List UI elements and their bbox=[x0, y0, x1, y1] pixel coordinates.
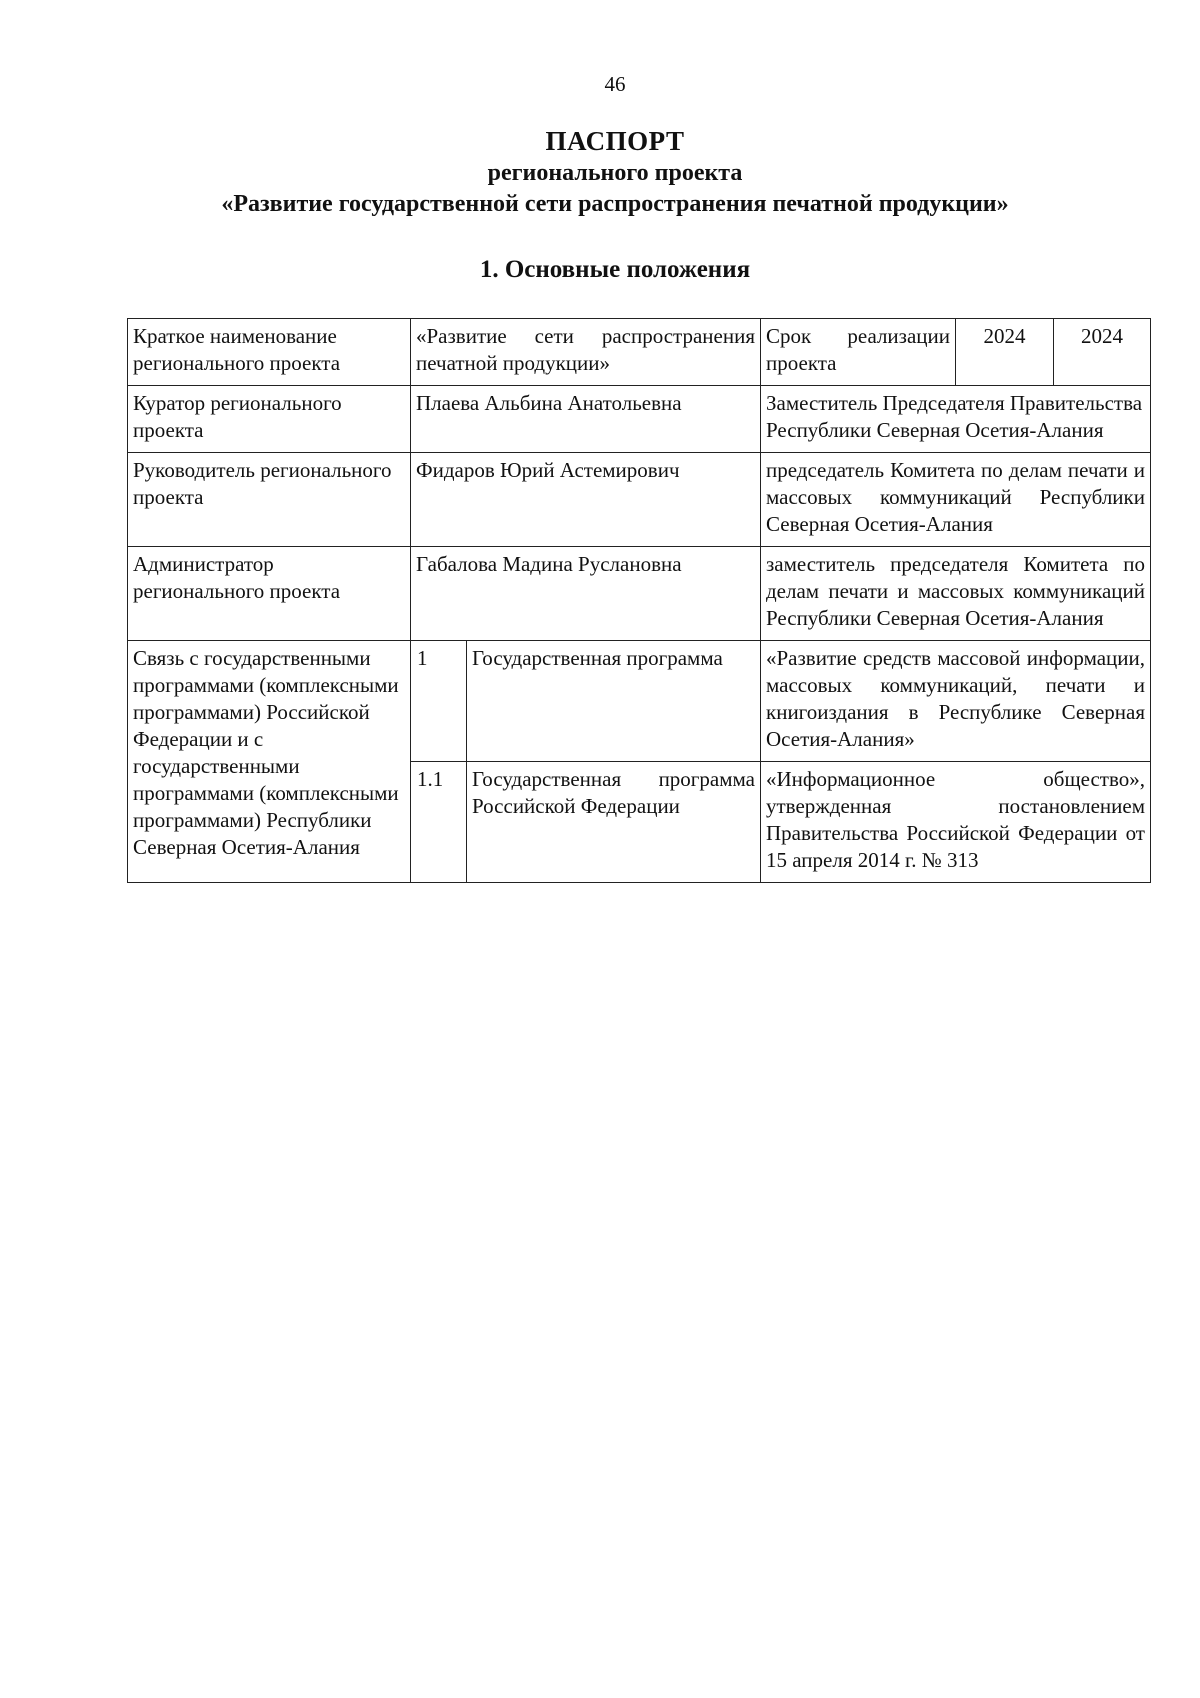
program-name: «Информационное общество», утвержденная постановлением Правительства Российской Федерации от 15 апреля 2014 г. № 313 bbox=[761, 762, 1151, 883]
document-subtitle-line-2: «Развитие государственной сети распространения печатной продукции» bbox=[221, 191, 1009, 217]
table-row-short-name bbox=[128, 319, 1151, 386]
program-type: Государственная программа Российской Федерации bbox=[467, 762, 761, 883]
head-position: председатель Комитета по делам печати и массовых коммуникаций Республики Северная Осетия-Алания bbox=[761, 453, 1151, 547]
administrator-name: Габалова Мадина Руслановна bbox=[411, 547, 761, 641]
curator-position: Заместитель Председателя Правительства Республики Северная Осетия-Алания bbox=[761, 386, 1151, 453]
term-start: 2024 bbox=[956, 319, 1054, 386]
table-row-administrator bbox=[128, 547, 1151, 641]
document-title: ПАСПОРТ bbox=[545, 126, 685, 156]
table-row-curator bbox=[128, 386, 1151, 453]
page-number: 46 bbox=[604, 72, 626, 96]
curator-label: Куратор регионального проекта bbox=[128, 386, 411, 453]
section-heading: 1. Основные положения bbox=[479, 256, 751, 283]
document-title-block bbox=[0, 124, 1200, 220]
table-row-head bbox=[128, 453, 1151, 547]
head-name: Фидаров Юрий Астемирович bbox=[411, 453, 761, 547]
passport-table bbox=[127, 318, 1151, 883]
administrator-label: Администратор регионального проекта bbox=[128, 547, 411, 641]
document-subtitle-line-1: регионального проекта bbox=[487, 160, 743, 186]
program-name: «Развитие средств массовой информации, массовых коммуникаций, печати и книгоиздания в Республике Северная Осетия-Алания» bbox=[761, 641, 1151, 762]
short-name-value: «Развитие сети распространения печатной продукции» bbox=[411, 319, 761, 386]
short-name-label: Краткое наименование регионального проекта bbox=[128, 319, 411, 386]
programs-label: Связь с государственными программами (комплексными программами) Российской Федерации и с государственными программами (комплексными программами) Республики Северная Осетия-Алания bbox=[128, 641, 411, 883]
program-number: 1.1 bbox=[411, 762, 467, 883]
table-row-program-1 bbox=[128, 641, 1151, 762]
term-end: 2024 bbox=[1054, 319, 1151, 386]
term-label: Срок реализации проекта bbox=[761, 319, 956, 386]
program-type: Государственная программа bbox=[467, 641, 761, 762]
administrator-position: заместитель председателя Комитета по делам печати и массовых коммуникаций Республики Северная Осетия-Алания bbox=[761, 547, 1151, 641]
head-label: Руководитель регионального проекта bbox=[128, 453, 411, 547]
curator-name: Плаева Альбина Анатольевна bbox=[411, 386, 761, 453]
program-number: 1 bbox=[411, 641, 467, 762]
